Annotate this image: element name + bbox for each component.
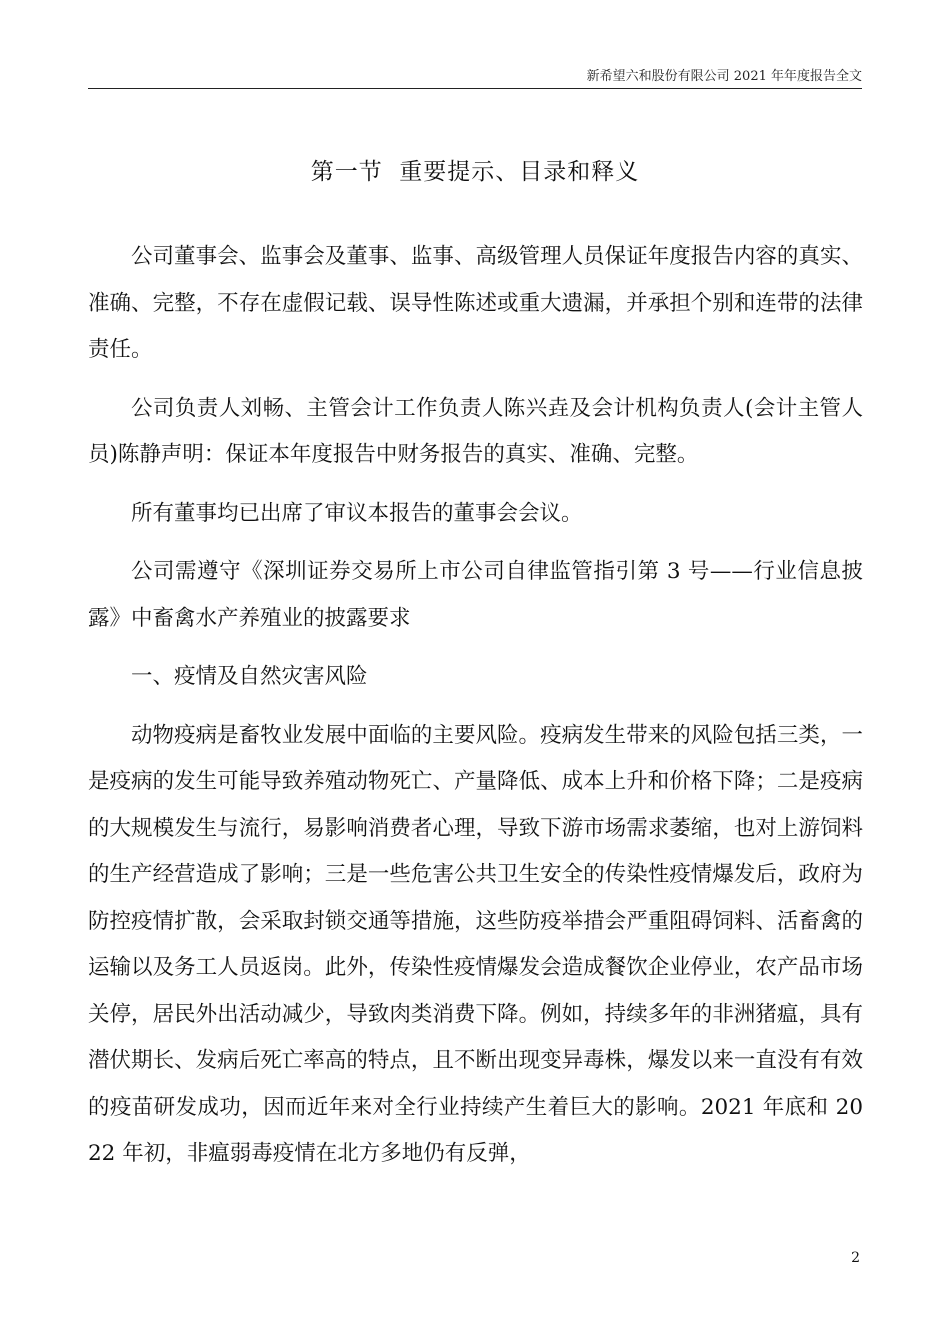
document-body: [88, 234, 863, 1190]
section-title: 第一节 重要提示、目录和释义: [310, 159, 640, 185]
paragraph-disclosure-requirement: 公司需遵守《深圳证券交易所上市公司自律监管指引第 3 号——行业信息披露》中畜禽水产养殖业的披露要求: [88, 559, 863, 631]
paragraph-board-attendance: 所有董事均已出席了审议本报告的董事会会议。: [131, 500, 583, 526]
paragraph-financial-statement-declaration: 公司负责人刘畅、主管会计工作负责人陈兴垚及会计机构负责人(会计主管人员)陈静声明：保证本年度报告中财务报告的真实、准确、完整。: [88, 395, 863, 467]
page-number: 2: [851, 1250, 860, 1266]
subheading-epidemic-risk: 一、疫情及自然灾害风险: [131, 664, 368, 689]
running-header: 新希望六和股份有限公司 2021 年年度报告全文: [88, 66, 862, 89]
paragraph-responsibility-statement: 公司董事会、监事会及董事、监事、高级管理人员保证年度报告内容的真实、准确、完整，不存在虚假记载、误导性陈述或重大遗漏，并承担个别和连带的法律责任。: [88, 244, 863, 362]
paragraph-epidemic-risk: 动物疫病是畜牧业发展中面临的主要风险。疫病发生带来的风险包括三类，一是疫病的发生可能导致养殖动物死亡、产量降低、成本上升和价格下降；二是疫病的大规模发生与流行，易影响消费者心理，导致下游市场需求萎缩，也对上游饲料的生产经营造成了影响；三是一些危害公共卫生安全的传染性疫情爆发后，政府为防控疫情扩散，会采取封锁交通等措施，这些防疫举措会严重阻碍饲料、活畜禽的运输以及务工人员返岗。此外，传染性疫情爆发会造成餐饮企业停业，农产品市场关停，居民外出活动减少，导致肉类消费下降。例如，持续多年的非洲猪瘟，具有潜伏期长、发病后死亡率高的特点，且不断出现变异毒株，爆发以来一直没有有效的疫苗研发成功，因而近年来对全行业持续产生着巨大的影响。2021 年底和 2022 年初，非瘟弱毒疫情在北方多地仍有反弹，: [88, 722, 863, 1166]
